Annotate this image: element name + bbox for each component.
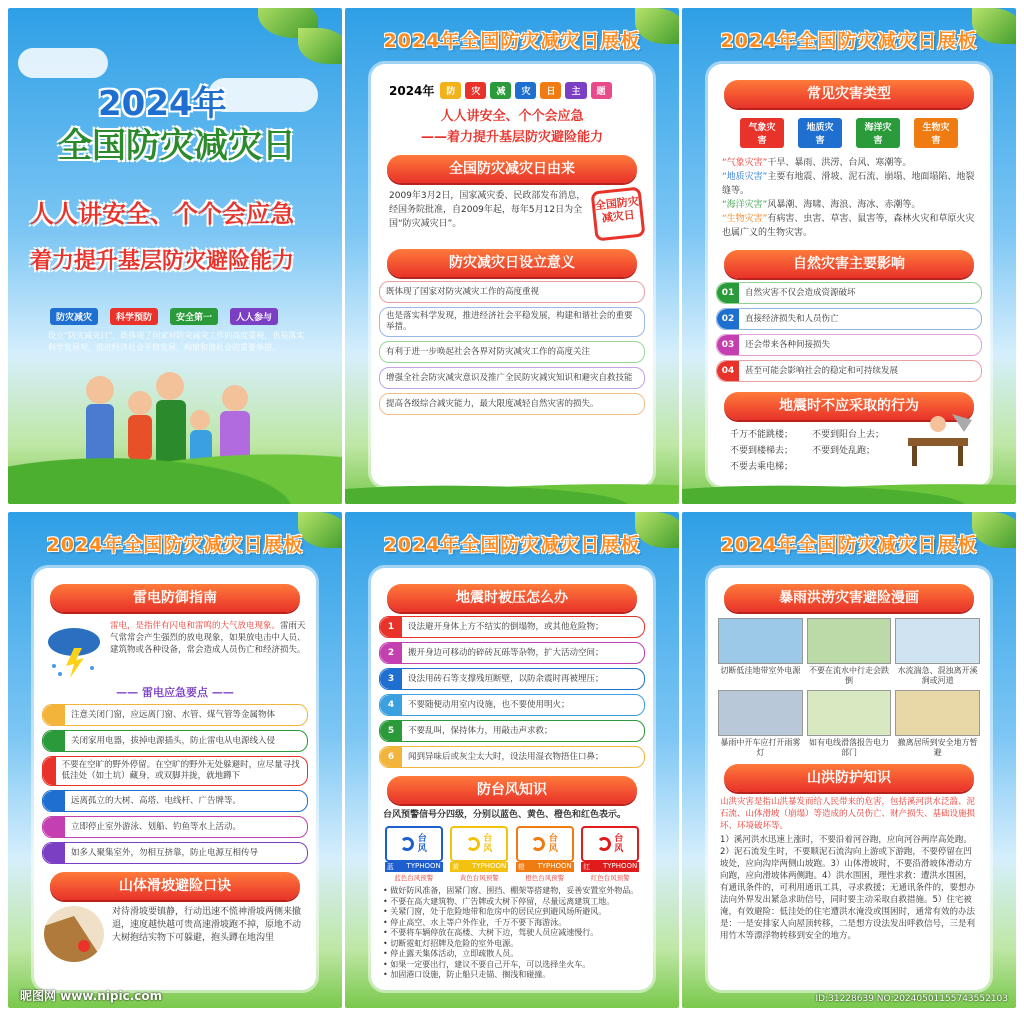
section-title: 常见灾害类型 <box>724 80 974 108</box>
thunder-point-text: 关闭家用电器，拔掉电源插头，防止雷电从电源线入侵 <box>71 735 276 746</box>
type-chip: 气象灾害 <box>740 118 784 148</box>
impact-text: 自然灾害不仅会造成资源破坏 <box>745 287 856 298</box>
comic-image <box>895 690 980 736</box>
typhoon-signal-icon <box>385 826 443 862</box>
quake-step <box>379 642 645 664</box>
type-value: 风暴潮、海啸、海浪、海冰、赤潮等。 <box>767 200 921 210</box>
bullet-icon: • <box>383 959 391 969</box>
panel-disaster-types <box>682 8 1016 504</box>
typhoon-signal-icon <box>581 826 639 862</box>
typhoon-tip-text: 如果一定要出行，建议不要自己开车，可以选择坐火车。 <box>390 959 591 969</box>
meaning-item <box>379 307 645 337</box>
impact-number: 02 <box>717 309 739 329</box>
cover-slogan-1: 人人讲安全、个个会应急 <box>30 200 294 228</box>
comic-caption: 如有电线滑落报告电力部门 <box>808 738 889 757</box>
type-key: “地质灾害” <box>722 172 768 182</box>
impact-item <box>716 360 982 382</box>
meaning-text: 提高各级综合减灾能力，最大限度减轻自然灾害的损失。 <box>386 398 599 409</box>
typhoon-signal-strip <box>385 862 443 872</box>
typhoon-level: 红 <box>583 863 591 871</box>
step-text: 设法避开身体上方不结实的倒塌物，或其他危险物； <box>408 621 604 632</box>
panel-header: 2024年全国防灾减灾日展板 <box>720 534 978 556</box>
theme-char: 减 <box>490 82 511 99</box>
comic-caption: 水流湍急、混浊离开溪涧或河道 <box>897 666 978 685</box>
panel-theme <box>345 8 679 504</box>
typhoon-tip <box>383 949 641 960</box>
typhoon-tip <box>383 897 641 908</box>
thunder-point-text: 远离孤立的大树、高塔、电线杆、广告牌等。 <box>71 795 242 806</box>
section-title: 雷电防御指南 <box>50 584 300 612</box>
panel-flood <box>682 512 1016 1008</box>
thunder-point <box>42 756 308 786</box>
type-chip: 生物灾害 <box>914 118 958 148</box>
type-desc <box>722 170 976 198</box>
thunder-point <box>42 816 308 838</box>
origin-text: 2009年3月2日，国家减灾委、民政部发布消息，经国务院批准，自2009年起，每年5月12日为全国“防灾减灾日”。 <box>389 191 586 229</box>
theme-char: 灾 <box>515 82 536 99</box>
impact-text: 甚至可能会影响社会的稳定和可持续发展 <box>745 365 899 376</box>
watermark-logo: 昵图网 www.nipic.com <box>20 989 163 1003</box>
typhoon-en: TYPHOON <box>406 862 441 870</box>
thunder-point <box>42 730 308 752</box>
thunder-definition: 雷电，是指伴有闪电和雷鸣的大气放电现象。 <box>110 621 281 631</box>
impact-item <box>716 334 982 356</box>
panel-header: 2024年全国防灾减灾日展板 <box>46 534 304 556</box>
thunder-point <box>42 842 308 864</box>
meaning-text: 也是落实科学发现，推进经济社会平稳发展，构建和谐社会的重要举措。 <box>386 311 633 332</box>
type-value: 主要有地震、滑坡、泥石流、崩塌、地面塌陷、地裂缝等。 <box>722 172 975 196</box>
typhoon-level: 蓝 <box>386 863 394 871</box>
section-title: 暴雨洪涝灾害避险漫画 <box>724 584 974 612</box>
bullet-icon: • <box>383 886 391 895</box>
meaning-text: 增强全社会防灾减灾意识及推广全民防灾减灾知识和避灾自救技能 <box>386 372 633 383</box>
section-title: 防灾减灾日设立意义 <box>387 249 637 277</box>
typhoon-signal-strip <box>581 862 639 872</box>
step-number: 6 <box>380 747 402 767</box>
impact-number: 03 <box>717 335 739 355</box>
origin-block <box>389 189 643 239</box>
quake-dont: 不要到阳台上去； <box>812 430 885 440</box>
flood-definition: 山洪灾害是指山洪暴发而给人民带来的危害，包括溪河洪水泛滥、泥石流、山体滑坡（崩塌）等造成的人员伤亡、财产损失、基础设施损坏、环境破坏等。 <box>720 797 976 831</box>
meaning-item <box>379 341 645 363</box>
panel-header: 2024年全国防灾减灾日展板 <box>383 534 641 556</box>
panel-cover <box>8 8 342 504</box>
type-chips <box>708 116 990 150</box>
typhoon-swirl-icon <box>531 837 545 851</box>
bullet-icon: • <box>383 949 391 958</box>
bullet-icon: • <box>383 907 391 916</box>
step-number: 2 <box>380 643 402 663</box>
typhoon-swirl-icon <box>400 837 414 851</box>
impact-text: 还会带来各种间接损失 <box>745 339 831 350</box>
typhoon-level: 黄 <box>452 863 460 871</box>
content-card <box>708 568 990 990</box>
step-text: 设法用砖石等支撑残垣断壁，以防余震时再被埋压； <box>408 673 604 684</box>
typhoon-signal <box>450 826 508 882</box>
typhoon-signal <box>581 826 639 882</box>
impact-number: 04 <box>717 361 739 381</box>
impact-item <box>716 308 982 330</box>
theme-line-2: ——着力提升基层防灾避险能力 <box>420 130 603 145</box>
impact-number: 01 <box>717 283 739 303</box>
meaning-text: 既体现了国家对防灾减灾工作的高度重视 <box>386 286 540 297</box>
quake-dont: 不要去乘电梯； <box>730 462 794 472</box>
thunder-point-text: 不要在空旷的野外停留。在空旷的野外无处躲避时，应尽量寻找低洼处（如土坑）藏身，或双脚并拢，就地蹲下 <box>61 760 300 781</box>
section-title: 地震时不应采取的行为 <box>724 392 974 420</box>
thunder-block <box>44 620 306 680</box>
typhoon-tip-text: 做好防风准备，固紧门窗、围挡、棚架等搭建物，妥善安置室外物品。 <box>390 886 639 895</box>
typhoon-tips <box>383 886 641 981</box>
theme-row <box>389 80 653 101</box>
section-title: 全国防灾减灾日由来 <box>387 155 637 183</box>
theme-char: 灾 <box>465 82 486 99</box>
panel-thunder <box>8 512 342 1008</box>
quake-illustration <box>902 410 978 470</box>
theme-char: 题 <box>591 82 612 99</box>
typhoon-level: 橙 <box>517 863 525 871</box>
tag: 科学预防 <box>110 308 158 325</box>
typhoon-tip-text: 不要在高大建筑物、广告牌或大树下停留，尽量远离建筑工地。 <box>390 896 615 906</box>
step-text: 搬开身边可移动的碎砖瓦砾等杂物，扩大活动空间； <box>408 647 604 658</box>
typhoon-tip-text: 关紧门窗，处于危险地带和危房中的居民应到避风场所避风。 <box>390 907 607 916</box>
step-number: 5 <box>380 721 402 741</box>
comic-grid <box>718 618 980 758</box>
typhoon-signals <box>381 826 643 882</box>
theme-line-1: 人人讲安全、个个会应急 <box>440 109 584 124</box>
quake-dont: 不要到楼梯去； <box>730 446 794 456</box>
type-value: 有病害、虫害、草害、鼠害等，森林火灾和草原火灾也属广义的生物灾害。 <box>722 214 975 238</box>
thunder-cloud-icon <box>44 620 104 680</box>
section-title: 山体滑坡避险口诀 <box>50 872 300 900</box>
meaning-item <box>379 393 645 415</box>
theme-char: 防 <box>440 82 461 99</box>
type-chip: 海洋灾害 <box>856 118 900 148</box>
typhoon-signal <box>385 826 443 882</box>
comic-image <box>718 690 803 736</box>
typhoon-signal-strip <box>516 862 574 872</box>
points-title: —— 雷电应急要点 —— <box>116 686 234 699</box>
panel-header: 2024年全国防灾减灾日展板 <box>720 30 978 52</box>
comic-cell <box>895 690 980 758</box>
comic-cell <box>895 618 980 686</box>
slide-block <box>44 906 306 962</box>
typhoon-en: TYPHOON <box>537 862 572 870</box>
theme-char: 主 <box>565 82 586 99</box>
typhoon-tip <box>383 928 641 939</box>
type-chip: 地质灾害 <box>798 118 842 148</box>
content-card <box>371 568 653 990</box>
panel-header: 2024年全国防灾减灾日展板 <box>383 30 641 52</box>
thunder-point-text: 立即停止室外游泳、划船、钓鱼等水上活动。 <box>71 821 242 832</box>
step-text: 不要乱叫，保持体力，用敲击声求救； <box>408 725 553 736</box>
meaning-item <box>379 367 645 389</box>
comic-image <box>895 618 980 664</box>
tag: 安全第一 <box>170 308 218 325</box>
thunder-text <box>110 620 306 680</box>
bullet-icon: • <box>383 896 391 906</box>
comic-cell <box>807 618 892 686</box>
meaning-text: 有利于进一步唤起社会各界对防灾减灾工作的高度关注 <box>386 346 591 357</box>
cloud <box>18 48 108 78</box>
bullet-icon: • <box>383 928 391 937</box>
watermark-id: ID:31228639 NO:20240501155743552103 <box>815 994 1008 1004</box>
cover-intro: 设立“防灾减灾日”，既体现了国家对防灾减灾工作的高度重视，也是落实科学发展观，推进经济社会平稳发展，构建和谐社会的重要举措。 <box>48 331 305 352</box>
cover-year: 2024年 <box>98 84 227 124</box>
typhoon-tip-text: 停止露天集体活动，立即疏散人员。 <box>390 949 519 958</box>
typhoon-signal <box>516 826 574 882</box>
comic-caption: 暴雨中开车应打开雨雾灯 <box>720 738 801 757</box>
content-card <box>371 64 653 486</box>
quake-dont: 不要到处乱跑； <box>812 446 876 456</box>
comic-image <box>807 690 892 736</box>
theme-char: 日 <box>540 82 561 99</box>
typhoon-tip <box>383 939 641 950</box>
quake-dont: 千万不能跳楼； <box>730 430 794 440</box>
typhoon-tip <box>383 886 641 897</box>
typhoon-caption: 红色台风预警 <box>590 874 630 882</box>
step-number: 1 <box>380 617 402 637</box>
typhoon-swirl-icon <box>597 837 611 851</box>
typhoon-en: TYPHOON <box>602 862 638 870</box>
thunder-detail: 雷雨天气常常会产生强烈的放电现象，如果放电击中人员、建筑物或各种设备，常会造成人员伤亡和经济损失。 <box>110 621 306 655</box>
typhoon-tip <box>383 960 641 971</box>
thunder-point-text: 注意关闭门窗，应远离门窗、水管、煤气管等金属物体 <box>71 709 276 720</box>
thunder-point <box>42 704 308 726</box>
section-title: 防台风知识 <box>387 776 637 804</box>
quake-step <box>379 746 645 768</box>
thunder-point-text: 如多人聚集室外，勿相互挤靠，防止电源互相传导 <box>71 847 259 858</box>
comic-caption: 撤离居所到安全地方暂避 <box>897 738 978 757</box>
comic-cell <box>718 690 803 758</box>
quake-step <box>379 616 645 638</box>
content-card <box>34 568 316 990</box>
typhoon-tip <box>383 918 641 929</box>
step-text: 闻到异味后或灰尘太大时，设法用湿衣物捂住口鼻； <box>408 751 604 762</box>
comic-caption: 切断低洼地带室外电源 <box>720 666 801 675</box>
comic-cell <box>807 690 892 758</box>
typhoon-tip-text: 切断霓虹灯招牌及危险的室外电源。 <box>390 938 519 948</box>
comic-image <box>807 618 892 664</box>
cover-title: 全国防灾减灾日 <box>58 126 296 166</box>
bullet-icon: • <box>383 917 391 927</box>
type-key: “海洋灾害” <box>722 200 768 210</box>
typhoon-word: 台风 <box>417 834 427 854</box>
section-title: 山洪防护知识 <box>724 764 974 792</box>
comic-cell <box>718 618 803 686</box>
typhoon-tip <box>383 907 641 918</box>
tag: 防灾减灾 <box>50 308 98 325</box>
typhoon-tip-text: 加固港口设施，防止船只走锚、搁浅和碰撞。 <box>390 970 551 979</box>
grass-hills <box>682 480 1016 504</box>
typhoon-signal-strip <box>450 862 508 872</box>
cover-slogan-2: 着力提升基层防灾避险能力 <box>30 249 295 274</box>
section-title: 自然灾害主要影响 <box>724 250 974 278</box>
slide-text: 对待滑坡要镇静，行动迅速不慌神滑坡两侧来撤退，速度越快越可贵高速滑坡跑不掉，原地不动大树抱结实物下可躲避，抱头蹲在地沟里 <box>112 907 302 943</box>
typhoon-tip-text: 停止高空、水上等户外作业，千万不要下海游泳。 <box>390 917 567 927</box>
type-key: “生物灾害” <box>722 214 768 224</box>
theme-year: 2024年 <box>389 84 435 98</box>
typhoon-word: 台风 <box>548 834 558 854</box>
type-desc <box>722 156 976 170</box>
typhoon-signal-icon <box>450 826 508 862</box>
content-card <box>708 64 990 486</box>
landslide-illustration <box>44 906 104 962</box>
quake-step <box>379 694 645 716</box>
typhoon-word: 台风 <box>614 834 624 854</box>
quake-step <box>379 720 645 742</box>
panel-quake-typhoon <box>345 512 679 1008</box>
impact-item <box>716 282 982 304</box>
grass-hills <box>8 444 342 504</box>
section-title: 地震时被压怎么办 <box>387 584 637 612</box>
cover-tags <box>48 306 280 327</box>
typhoon-tip <box>383 970 641 981</box>
step-number: 4 <box>380 695 402 715</box>
comic-image <box>718 618 803 664</box>
type-descriptions <box>722 156 976 240</box>
meaning-item <box>379 281 645 303</box>
typhoon-caption: 橙色台风预警 <box>525 874 565 882</box>
typhoon-signal-icon <box>516 826 574 862</box>
typhoon-tip-text: 不要将车辆停放在高楼、大树下边，驾驶人员应减速慢行。 <box>390 928 599 937</box>
typhoon-intro: 台风预警信号分四级，分别以蓝色、黄色、橙色和红色表示。 <box>383 810 627 820</box>
typhoon-swirl-icon <box>466 837 480 851</box>
stamp-logo: 全国防灾减灾日 <box>591 187 646 242</box>
type-key: “气象灾害” <box>722 158 768 168</box>
tag: 人人参与 <box>230 308 278 325</box>
type-desc <box>722 198 976 212</box>
typhoon-caption: 黄色台风预警 <box>459 874 499 882</box>
typhoon-en: TYPHOON <box>471 862 507 870</box>
comic-caption: 不要在流水中行走会跌倒 <box>808 666 889 685</box>
typhoon-caption: 蓝色台风预警 <box>394 874 434 882</box>
typhoon-word: 台风 <box>483 834 493 854</box>
bullet-icon: • <box>383 970 391 979</box>
step-number: 3 <box>380 669 402 689</box>
quake-step <box>379 668 645 690</box>
flood-text: 1）溪河洪水迅速上涨时，不要沿着河谷跑，应向河谷两岸高处跑。2）泥石流发生时，不要顺泥石流沟向上游或下游跑，不要停留在凹坡处，应向沟岸两侧山坡跑。3）山体滑坡时，不要沿滑坡体滑动方向跑，应向滑坡体两侧跑。4）洪水围困，理性求救：遭洪水围困，有通讯条件的，可利用通讯工具，寻求救援；无通讯条件的，要想办法向外界发出紧急求助信号，同时要主动采取自救措施。5）住宅被淹，有效避险：低洼处的住宅遭洪水淹没或围困时，通常有效的办法是：一是安排家人向屋顶转移，二是想方设法发出呼救信号，三是利用竹木等漂浮物转移到安全的地方。 <box>720 835 976 941</box>
thunder-point <box>42 790 308 812</box>
type-desc <box>722 212 976 240</box>
type-value: 干旱、暴雨、洪涝、台风、寒潮等。 <box>767 158 912 168</box>
impact-text: 直接经济损失和人员伤亡 <box>745 313 839 324</box>
step-text: 不要随便动用室内设施，也不要使用明火； <box>408 699 570 710</box>
grass-hills <box>345 480 679 504</box>
bullet-icon: • <box>383 938 391 948</box>
leaf-decoration <box>298 28 342 64</box>
